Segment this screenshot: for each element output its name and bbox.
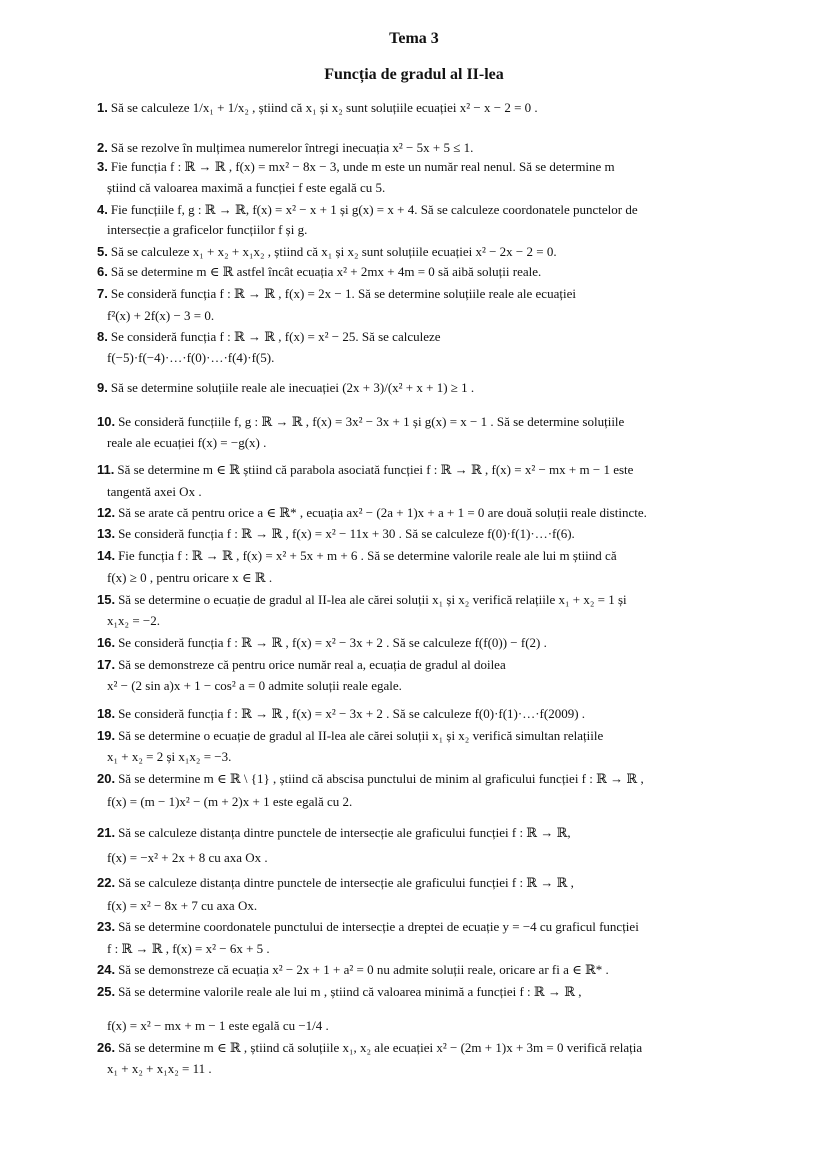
exercise-item	[97, 140, 473, 156]
exercise-number: 10.	[97, 414, 116, 429]
exercise-number: 4.	[97, 202, 108, 217]
exercise-item-continuation	[107, 1061, 212, 1077]
exercise-item	[97, 244, 557, 260]
exercise-number: 12.	[97, 505, 116, 520]
exercise-text: Să se calculeze distanța dintre punctele de intersecție ale graficului funcției f : ℝ → ℝ ,	[118, 875, 574, 890]
exercise-text: știind că valoarea maximă a funcției f este egală cu 5.	[107, 180, 386, 195]
exercise-text: Să se calculeze 1/x₁ + 1/x₂ , știind că x₁ și x₂ sunt soluțiile ecuației x² − x − 2 = 0 .	[110, 100, 538, 115]
exercise-number: 13.	[97, 526, 116, 541]
exercise-item-continuation	[107, 1018, 329, 1034]
exercise-text: Se consideră funcția f : ℝ → ℝ , f(x) = x² − 3x + 2 . Să se calculeze f(f(0)) − f(2) .	[118, 635, 547, 650]
exercise-text: f(−5)·f(−4)·…·f(0)·…·f(4)·f(5).	[107, 350, 275, 365]
exercise-item-continuation	[107, 794, 352, 810]
exercise-number: 2.	[97, 140, 108, 155]
exercise-text: Să se determine valorile reale ale lui m , știind că valoarea minimă a funcției f : ℝ → ℝ ,	[118, 984, 582, 999]
exercise-text: reale ale ecuației f(x) = −g(x) .	[107, 435, 267, 450]
exercise-item-continuation	[107, 898, 257, 914]
exercise-text: f(x) ≥ 0 , pentru oricare x ∈ ℝ .	[107, 570, 273, 585]
exercise-number: 7.	[97, 286, 108, 301]
exercise-item	[97, 380, 474, 396]
exercise-text: x₁x₂ = −2.	[107, 613, 160, 628]
exercise-item	[97, 462, 633, 478]
exercise-item	[97, 1040, 642, 1056]
exercise-text: Să se demonstreze că ecuația x² − 2x + 1 + a² = 0 nu admite soluții reale, oricare ar fi a ∈ ℝ* .	[118, 962, 609, 977]
exercise-text: Se consideră funcțiile f, g : ℝ → ℝ , f(x) = 3x² − 3x + 1 și g(x) = x − 1 . Să se determine soluțiile	[118, 414, 625, 429]
exercise-number: 23.	[97, 919, 116, 934]
exercise-item-continuation	[107, 941, 270, 957]
exercise-number: 1.	[97, 100, 108, 115]
exercise-number: 21.	[97, 825, 116, 840]
exercise-item	[97, 100, 538, 116]
exercise-number: 19.	[97, 728, 116, 743]
exercise-text: x₁ + x₂ = 2 și x₁x₂ = −3.	[107, 749, 232, 764]
exercise-item	[97, 548, 617, 564]
exercise-number: 22.	[97, 875, 116, 890]
exercise-text: Să se determine m ∈ ℝ \ {1} , știind că abscisa punctului de minim al graficului funcției f : ℝ → ℝ ,	[118, 771, 644, 786]
exercise-number: 5.	[97, 244, 108, 259]
exercise-item	[97, 706, 585, 722]
exercise-text: x² − (2 sin a)x + 1 − cos² a = 0 admite soluții reale egale.	[107, 678, 402, 693]
exercise-item	[97, 264, 541, 280]
exercise-number: 20.	[97, 771, 116, 786]
document-subtitle: Funcția de gradul al II-lea	[324, 66, 504, 83]
exercise-item	[97, 159, 615, 175]
exercise-item	[97, 329, 441, 345]
exercise-text: Să se determine m ∈ ℝ astfel încât ecuația x² + 2mx + 4m = 0 să aibă soluții reale.	[110, 264, 542, 279]
exercise-text: Să se calculeze x₁ + x₂ + x₁x₂ , știind că x₁ și x₂ sunt soluțiile ecuației x² − 2x − 2 = 0.	[110, 244, 557, 259]
exercise-item	[97, 875, 574, 891]
exercise-item	[97, 286, 576, 302]
exercise-item	[97, 825, 571, 841]
exercise-number: 6.	[97, 264, 108, 279]
exercise-item	[97, 526, 575, 542]
exercise-text: f(x) = (m − 1)x² − (m + 2)x + 1 este egală cu 2.	[107, 794, 353, 809]
exercise-text: Fie funcțiile f, g : ℝ → ℝ, f(x) = x² − x + 1 și g(x) = x + 4. Să se calculeze coordonatele punctelor de	[110, 202, 638, 217]
exercise-number: 24.	[97, 962, 116, 977]
exercise-item-continuation	[107, 570, 272, 586]
exercise-item-continuation	[107, 180, 385, 196]
exercise-number: 15.	[97, 592, 116, 607]
exercise-item	[97, 984, 582, 1000]
exercise-text: f : ℝ → ℝ , f(x) = x² − 6x + 5 .	[107, 941, 270, 956]
exercise-text: x₁ + x₂ + x₁x₂ = 11 .	[107, 1061, 212, 1076]
exercise-text: Să se determine m ∈ ℝ știind că parabola asociată funcției f : ℝ → ℝ , f(x) = x² − mx + m − 1 este	[117, 462, 634, 477]
exercise-text: Să se determine soluțiile reale ale inecuației (2x + 3)/(x² + x + 1) ≥ 1 .	[110, 380, 475, 395]
exercise-text: Să se determine coordonatele punctului de intersecție a dreptei de ecuație y = −4 cu graficul funcției	[118, 919, 639, 934]
exercise-item-continuation	[107, 484, 202, 500]
document-title: Tema 3	[389, 30, 439, 47]
exercise-text: Să se determine m ∈ ℝ , știind că soluțiile x₁, x₂ ale ecuației x² − (2m + 1)x + 3m = 0 verifică relația	[118, 1040, 643, 1055]
exercise-item	[97, 919, 639, 935]
exercise-item	[97, 202, 638, 218]
exercise-text: Fie funcția f : ℝ → ℝ , f(x) = x² + 5x + m + 6 . Să se determine valorile reale ale lui m știind că	[118, 548, 617, 563]
exercise-item	[97, 771, 644, 787]
exercise-item-continuation	[107, 308, 214, 324]
exercise-text: Să se determine o ecuație de gradul al II-lea ale cărei soluții x₁ și x₂ verifică relațiile x₁ + x₂ = 1 și	[118, 592, 627, 607]
exercise-number: 17.	[97, 657, 116, 672]
exercise-number: 16.	[97, 635, 116, 650]
exercise-number: 14.	[97, 548, 116, 563]
exercise-number: 3.	[97, 159, 108, 174]
exercise-text: Să se demonstreze că pentru orice număr real a, ecuația de gradul al doilea	[118, 657, 506, 672]
exercise-item-continuation	[107, 749, 231, 765]
exercise-item-continuation	[107, 350, 274, 366]
exercise-text: f(x) = x² − 8x + 7 cu axa Ox.	[107, 898, 258, 913]
exercise-text: Se consideră funcția f : ℝ → ℝ , f(x) = x² − 25. Să se calculeze	[110, 329, 441, 344]
exercise-text: Să se rezolve în mulțimea numerelor întregi inecuația x² − 5x + 5 ≤ 1.	[110, 140, 474, 155]
exercise-item-continuation	[107, 222, 307, 238]
exercise-text: Să se arate că pentru orice a ∈ ℝ* , ecuația ax² − (2a + 1)x + a + 1 = 0 are două soluții reale distincte.	[118, 505, 647, 520]
exercise-text: Se consideră funcția f : ℝ → ℝ , f(x) = 2x − 1. Să se determine soluțiile reale ale ecuației	[110, 286, 576, 301]
exercise-text: Se consideră funcția f : ℝ → ℝ , f(x) = x² − 3x + 2 . Să se calculeze f(0)·f(1)·…·f(2009) .	[118, 706, 586, 721]
exercise-number: 9.	[97, 380, 108, 395]
exercise-text: f(x) = −x² + 2x + 8 cu axa Ox .	[107, 850, 268, 865]
exercise-item-continuation	[107, 850, 268, 866]
exercise-text: f²(x) + 2f(x) − 3 = 0.	[107, 308, 215, 323]
exercise-item	[97, 728, 603, 744]
exercise-item	[97, 592, 627, 608]
exercise-number: 26.	[97, 1040, 116, 1055]
exercise-text: Să se determine o ecuație de gradul al II-lea ale cărei soluții x₁ și x₂ verifică simultan relațiile	[118, 728, 604, 743]
exercise-item	[97, 414, 624, 430]
exercise-item	[97, 635, 547, 651]
exercise-text: Fie funcția f : ℝ → ℝ , f(x) = mx² − 8x − 3, unde m este un număr real nenul. Să se determine m	[110, 159, 615, 174]
exercise-item	[97, 657, 506, 673]
exercise-item-continuation	[107, 678, 402, 694]
exercise-number: 11.	[97, 462, 115, 477]
exercise-text: Se consideră funcția f : ℝ → ℝ , f(x) = x² − 11x + 30 . Să se calculeze f(0)·f(1)·…·f(6).	[118, 526, 575, 541]
exercise-number: 25.	[97, 984, 116, 999]
exercise-item-continuation	[107, 435, 266, 451]
exercise-number: 18.	[97, 706, 116, 721]
exercise-text: intersecție a graficelor funcțiilor f și g.	[107, 222, 308, 237]
exercise-number: 8.	[97, 329, 108, 344]
exercise-item	[97, 505, 647, 521]
exercise-item	[97, 962, 609, 978]
exercise-text: Să se calculeze distanța dintre punctele de intersecție ale graficului funcției f : ℝ → ℝ,	[118, 825, 571, 840]
exercise-text: tangentă axei Ox .	[107, 484, 202, 499]
exercise-text: f(x) = x² − mx + m − 1 este egală cu −1/4 .	[107, 1018, 329, 1033]
exercise-item-continuation	[107, 613, 160, 629]
